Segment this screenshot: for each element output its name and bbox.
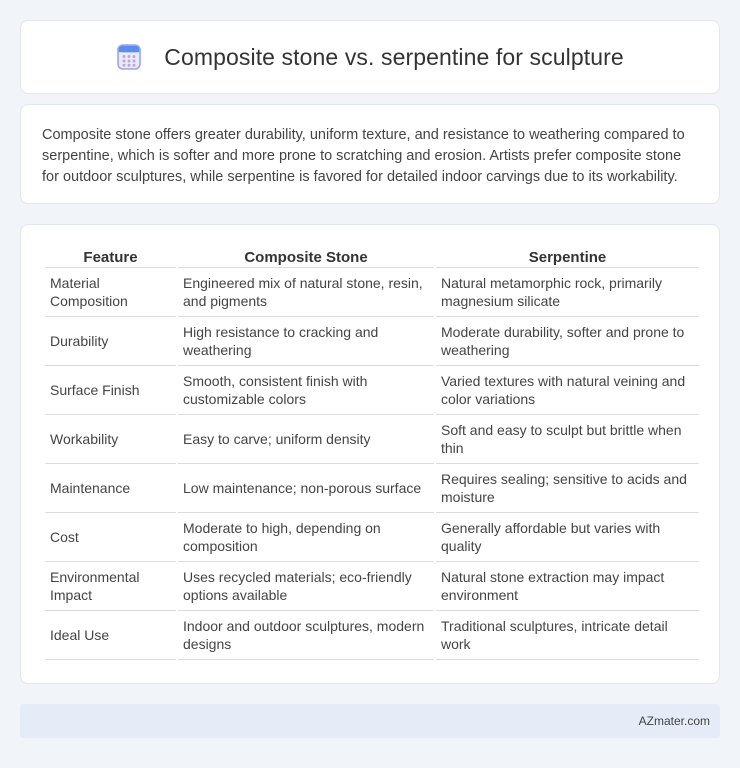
composite-cell: Smooth, consistent finish with customizable colors: [178, 366, 434, 415]
serpentine-cell: Soft and easy to sculpt but brittle when thin: [436, 415, 699, 464]
table-header-row: [45, 245, 699, 268]
page-title: Composite stone vs. serpentine for sculpture: [164, 43, 624, 70]
header-feature: Feature: [45, 245, 176, 268]
serpentine-cell: Moderate durability, softer and prone to weathering: [436, 317, 699, 366]
serpentine-cell: Generally affordable but varies with quality: [436, 513, 699, 562]
composite-cell: Indoor and outdoor sculptures, modern designs: [178, 611, 434, 660]
header-composite-stone: Composite Stone: [178, 245, 434, 268]
table-row: [45, 611, 699, 660]
feature-cell: Durability: [45, 317, 176, 366]
title-card: [20, 20, 720, 94]
serpentine-cell: Varied textures with natural veining and color variations: [436, 366, 699, 415]
composite-cell: High resistance to cracking and weathering: [178, 317, 434, 366]
composite-cell: Easy to carve; uniform density: [178, 415, 434, 464]
table-row: [45, 562, 699, 611]
comparison-table: [43, 245, 701, 660]
table-card: [20, 224, 720, 684]
serpentine-cell: Natural stone extraction may impact environment: [436, 562, 699, 611]
table-row: [45, 464, 699, 513]
source-label: AZmater.com: [638, 714, 710, 728]
feature-cell: Workability: [45, 415, 176, 464]
composite-cell: Moderate to high, depending on composition: [178, 513, 434, 562]
summary-text: Composite stone offers greater durability, uniform texture, and resistance to weathering compared to serpentine, which is softer and more prone to scratching and erosion. Artists prefer composite stone for outdoor sculptures, while serpentine is favored for detailed indoor carvings due to its workability.: [42, 127, 685, 185]
table-row: [45, 317, 699, 366]
serpentine-cell: Natural metamorphic rock, primarily magnesium silicate: [436, 268, 699, 317]
table-row: [45, 415, 699, 464]
feature-cell: Material Composition: [45, 268, 176, 317]
serpentine-cell: Requires sealing; sensitive to acids and moisture: [436, 464, 699, 513]
feature-cell: Environmental Impact: [45, 562, 176, 611]
footer: [20, 704, 720, 738]
summary-card: [20, 104, 720, 204]
composite-cell: Uses recycled materials; eco-friendly options available: [178, 562, 434, 611]
serpentine-cell: Traditional sculptures, intricate detail work: [436, 611, 699, 660]
calculator-icon: [116, 44, 142, 70]
table-row: [45, 366, 699, 415]
header-serpentine: Serpentine: [436, 245, 699, 268]
title-wrap: [116, 44, 624, 71]
feature-cell: Cost: [45, 513, 176, 562]
feature-cell: Ideal Use: [45, 611, 176, 660]
composite-cell: Engineered mix of natural stone, resin, and pigments: [178, 268, 434, 317]
feature-cell: Surface Finish: [45, 366, 176, 415]
feature-cell: Maintenance: [45, 464, 176, 513]
table-row: [45, 268, 699, 317]
composite-cell: Low maintenance; non-porous surface: [178, 464, 434, 513]
table-row: [45, 513, 699, 562]
